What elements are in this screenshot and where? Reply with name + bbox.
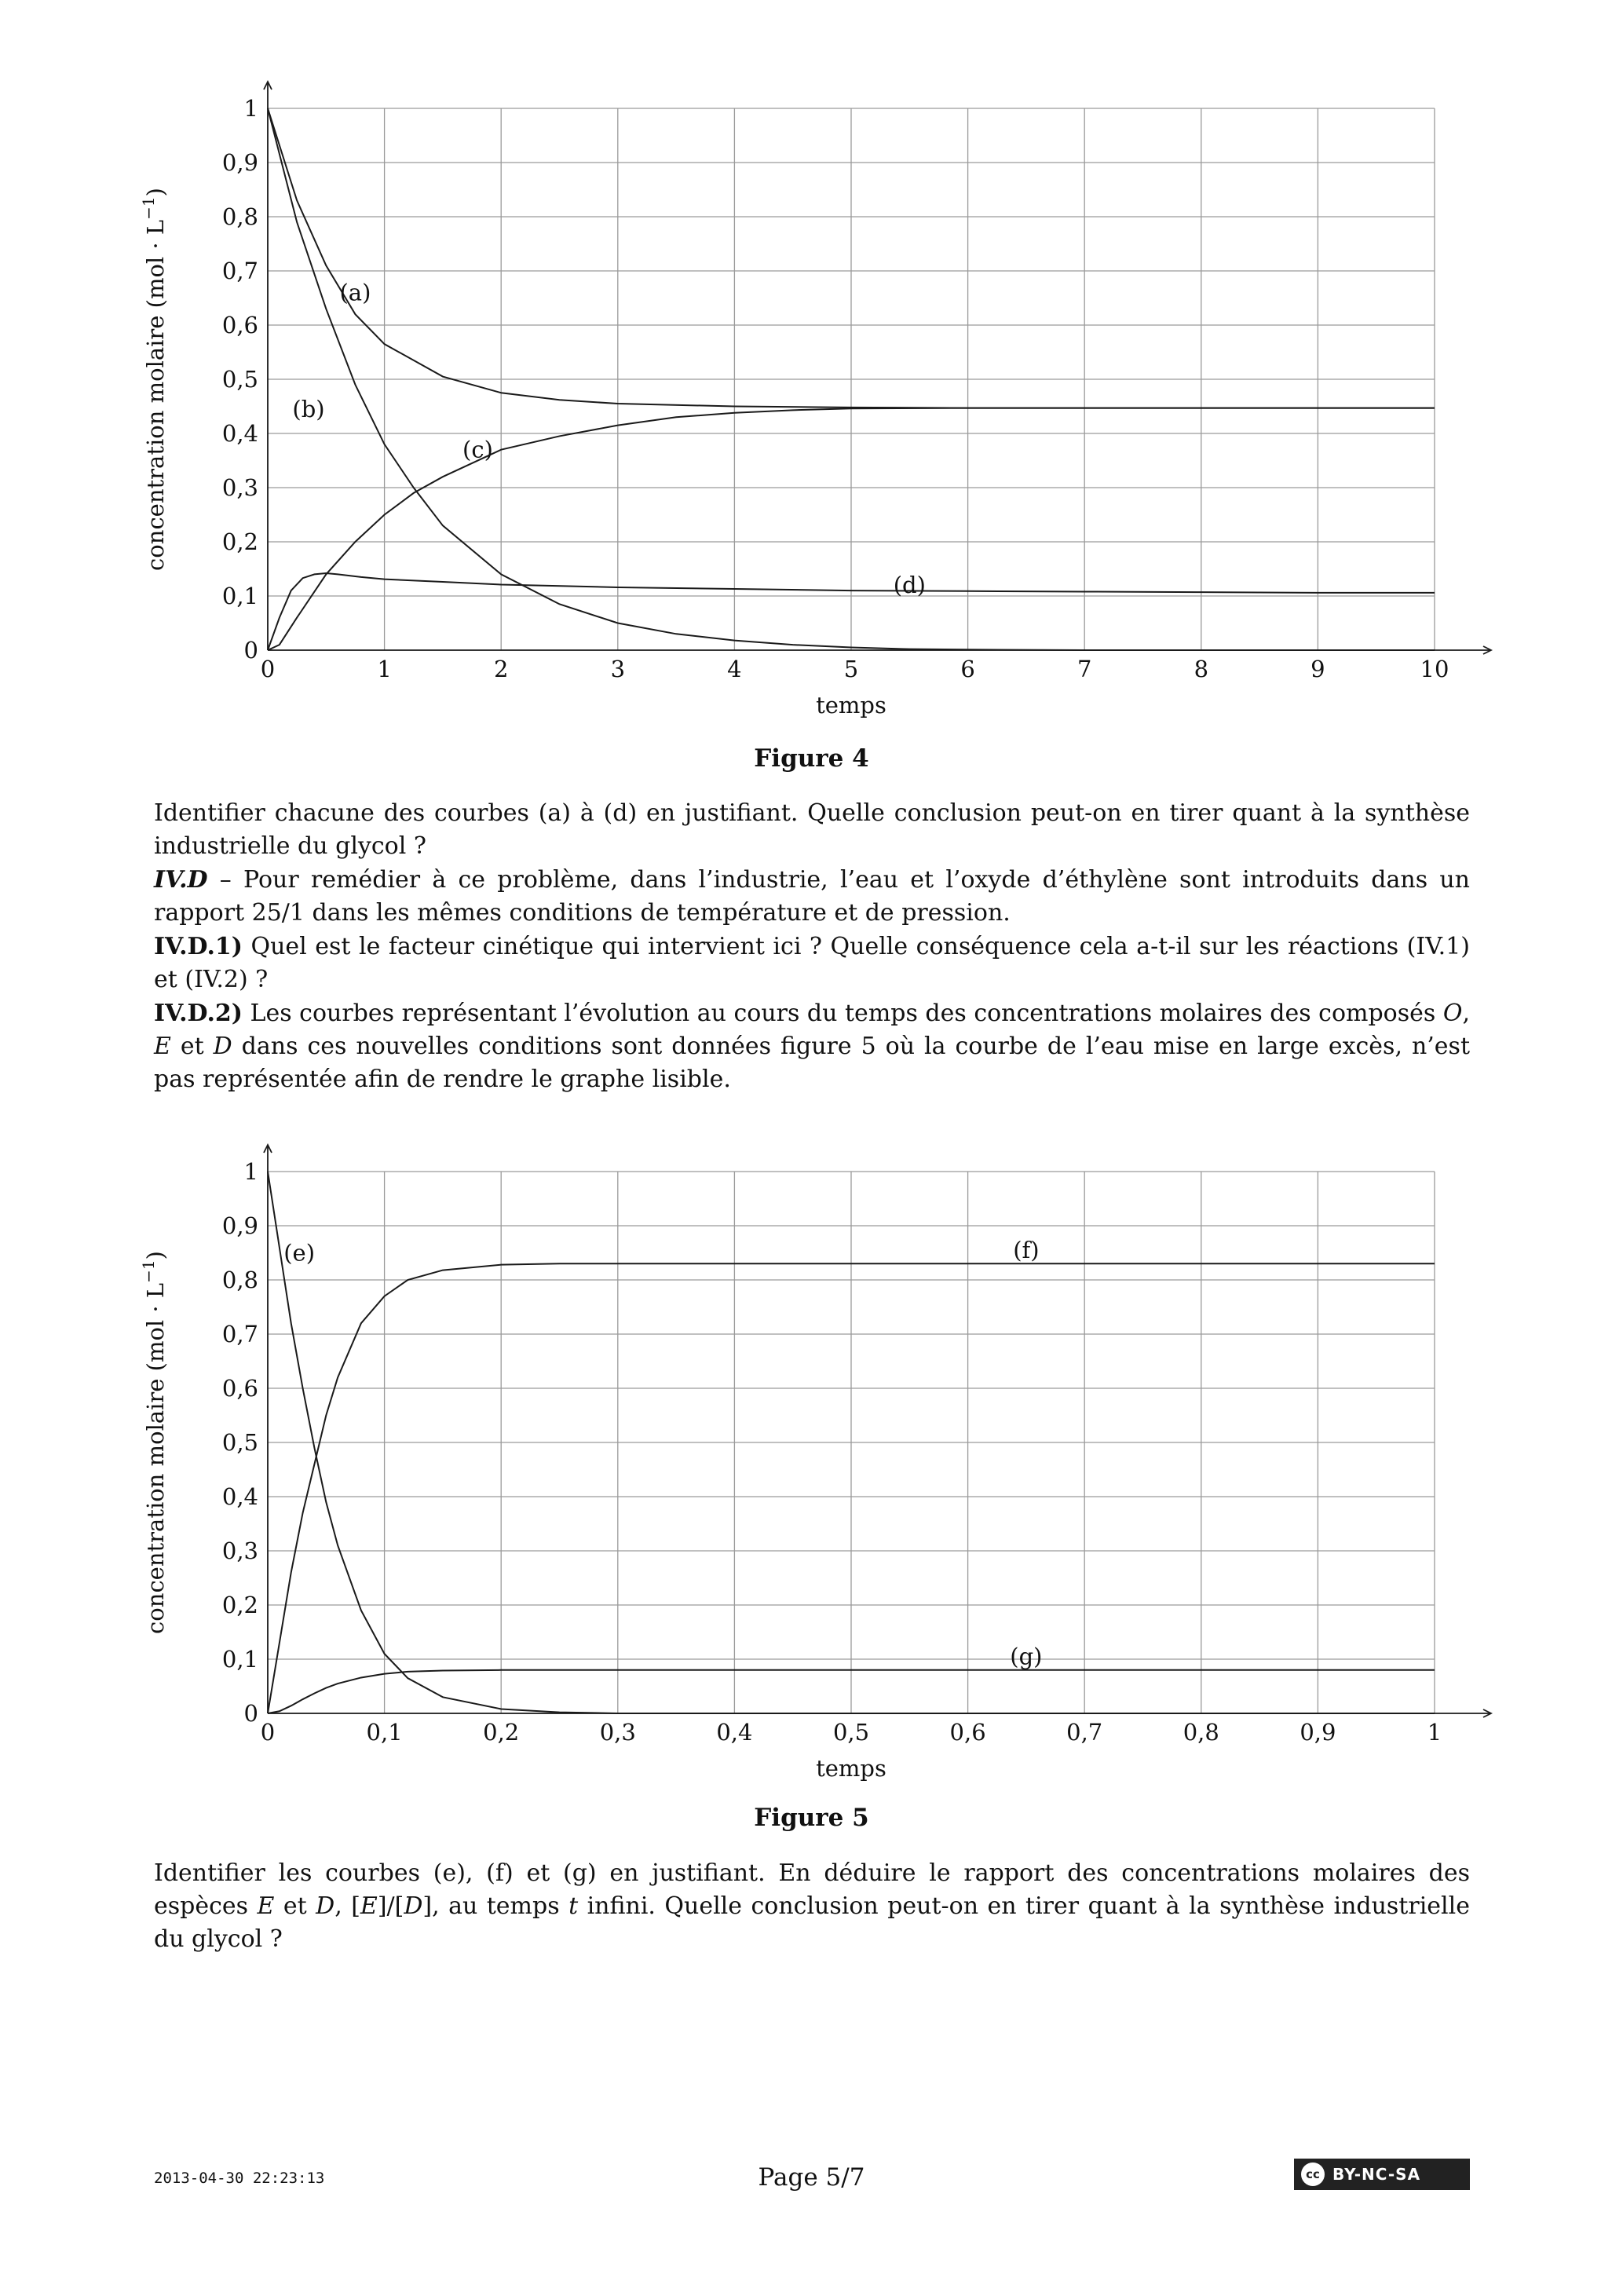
y-tick-label: 1 bbox=[243, 95, 258, 122]
figure-4-caption: Figure 4 bbox=[754, 744, 869, 773]
x-tick-label: 0,9 bbox=[1299, 1719, 1336, 1746]
y-tick-label: 0,2 bbox=[221, 1592, 258, 1618]
curve-label-g: (g) bbox=[1010, 1643, 1043, 1670]
y-tick-label: 0,6 bbox=[221, 312, 258, 338]
license-text: BY-NC-SA bbox=[1332, 2165, 1421, 2184]
q5-text-e: ], au temps bbox=[422, 1892, 569, 1920]
x-tick-label: 5 bbox=[843, 656, 859, 682]
question-iv-d-2 bbox=[154, 997, 1470, 1096]
license-badge bbox=[1294, 2159, 1470, 2190]
curve-label-c: (c) bbox=[462, 436, 493, 463]
section-label-iv-d: IV.D bbox=[154, 866, 208, 894]
page-number: Page 5/7 bbox=[758, 2163, 865, 2192]
x-tick-label: 1 bbox=[377, 656, 392, 682]
figure-5-caption: Figure 5 bbox=[754, 1804, 869, 1832]
y-tick-label: 0,9 bbox=[221, 149, 258, 176]
species-d: D bbox=[213, 1033, 232, 1060]
species-e: E bbox=[154, 1033, 171, 1060]
q5-species-e: E bbox=[257, 1892, 275, 1920]
curve-label-a: (a) bbox=[339, 279, 371, 306]
question-identify-curves-a-d: Identifier chacune des courbes (a) à (d) en justifiant. Quelle conclusion peut-on en tirer quant à la synthèse industrielle du glycol ? bbox=[154, 799, 1470, 860]
x-tick-label: 0,6 bbox=[949, 1719, 986, 1746]
y-tick-label: 0,8 bbox=[221, 1267, 258, 1293]
y-tick-label: 0,7 bbox=[221, 258, 258, 284]
y-axis-title-exponent: −1 bbox=[139, 1260, 158, 1283]
y-tick-label: 0,6 bbox=[221, 1375, 258, 1402]
x-tick-label: 0,4 bbox=[716, 1719, 753, 1746]
y-tick-label: 0,3 bbox=[221, 474, 258, 501]
q5-species-d: D bbox=[316, 1892, 335, 1920]
section-iv-d-text: – Pour remédier à ce problème, dans l’industrie, l’eau et l’oxyde d’éthylène sont introduits dans un rapport 25/1 dans les mêmes conditions de température et de pression. bbox=[154, 866, 1470, 927]
q5-text-a: Identifier les courbes (e), (f) et (g) en justifiant. En déduire le rapport des concentrations molaires des espèces bbox=[154, 1859, 1470, 1920]
question-label-iv-d-2: IV.D.2) bbox=[154, 1000, 243, 1027]
curve-label-b: (b) bbox=[292, 395, 325, 422]
x-tick-label: 6 bbox=[960, 656, 975, 682]
y-tick-label: 0 bbox=[243, 1700, 258, 1727]
question-iv-d-1 bbox=[154, 930, 1470, 996]
x-tick-label: 0 bbox=[260, 1719, 276, 1746]
question-label-iv-d-1: IV.D.1) bbox=[154, 933, 243, 960]
y-tick-label: 0,8 bbox=[221, 203, 258, 230]
y-axis-title-exponent: −1 bbox=[139, 196, 158, 220]
y-tick-label: 0 bbox=[243, 637, 258, 664]
y-axis-title bbox=[139, 1251, 169, 1634]
section-iv-d bbox=[154, 864, 1470, 930]
figure-4-chart bbox=[0, 0, 1623, 718]
y-tick-label: 0,5 bbox=[221, 1429, 258, 1456]
question-iv-d-1-text: Quel est le facteur cinétique qui intervient ici ? Quelle conséquence cela a-t-il sur les réactions (IV.1) et (IV.2) ? bbox=[154, 933, 1470, 993]
y-tick-label: 0,1 bbox=[221, 1646, 258, 1673]
y-tick-label: 0,7 bbox=[221, 1321, 258, 1347]
x-tick-label: 3 bbox=[610, 656, 626, 682]
x-tick-label: 0,8 bbox=[1183, 1719, 1219, 1746]
question-iv-d-2-text-b: , bbox=[1462, 1000, 1470, 1027]
q5-species-e-2: E bbox=[360, 1892, 378, 1920]
y-axis-title-close: ) bbox=[142, 188, 169, 197]
y-tick-label: 0,1 bbox=[221, 583, 258, 609]
y-tick-label: 0,2 bbox=[221, 528, 258, 555]
curve-label-e: (e) bbox=[283, 1239, 316, 1267]
y-tick-label: 0,4 bbox=[221, 1483, 258, 1510]
figure-5-chart bbox=[0, 1131, 1623, 1798]
x-axis-title: temps bbox=[816, 692, 886, 718]
q5-text-b: et bbox=[274, 1892, 316, 1920]
y-axis-title-main: concentration molaire (mol · L bbox=[142, 1282, 169, 1634]
curve-label-f: (f) bbox=[1013, 1237, 1040, 1264]
q5-variable-t: t bbox=[568, 1892, 579, 1920]
x-tick-label: 0,3 bbox=[599, 1719, 636, 1746]
x-tick-label: 4 bbox=[727, 656, 742, 682]
cc-icon: cc bbox=[1301, 2163, 1325, 2186]
x-tick-label: 2 bbox=[493, 656, 509, 682]
x-tick-label: 1 bbox=[1427, 1719, 1442, 1746]
y-tick-label: 0,5 bbox=[221, 366, 258, 393]
species-o: O bbox=[1442, 1000, 1463, 1027]
x-tick-label: 9 bbox=[1310, 656, 1325, 682]
x-tick-label: 0,7 bbox=[1066, 1719, 1103, 1746]
question-identify-curves-e-g bbox=[154, 1857, 1470, 1956]
x-tick-label: 0,1 bbox=[366, 1719, 403, 1746]
x-axis-title: temps bbox=[816, 1755, 886, 1782]
y-tick-label: 1 bbox=[243, 1158, 258, 1185]
curve-label-d: (d) bbox=[893, 572, 926, 599]
grid bbox=[268, 108, 1435, 650]
q5-species-d-2: D bbox=[404, 1892, 423, 1920]
x-tick-label: 8 bbox=[1193, 656, 1209, 682]
y-axis-title-close: ) bbox=[142, 1251, 169, 1260]
x-tick-label: 0,2 bbox=[483, 1719, 520, 1746]
x-tick-label: 0 bbox=[260, 656, 276, 682]
grid bbox=[268, 1172, 1435, 1713]
x-tick-label: 0,5 bbox=[832, 1719, 870, 1746]
question-iv-d-2-text-a: Les courbes représentant l’évolution au cours du temps des concentrations molaires des composés bbox=[242, 1000, 1443, 1027]
question-iv-d-2-text-d: dans ces nouvelles conditions sont données figure 5 où la courbe de l’eau mise en large excès, n’est pas représentée afin de rendre le graphe lisible. bbox=[154, 1033, 1471, 1093]
y-tick-label: 0,9 bbox=[221, 1212, 258, 1239]
q5-text-c: , [ bbox=[334, 1892, 360, 1920]
q5-text-d: ]/[ bbox=[377, 1892, 404, 1920]
y-tick-label: 0,3 bbox=[221, 1537, 258, 1564]
footer-timestamp: 2013-04-30 22:23:13 bbox=[154, 2170, 325, 2187]
q5-text-f: infini. Quelle conclusion peut-on en tirer quant à la synthèse industrielle du glycol ? bbox=[154, 1892, 1470, 1953]
x-tick-label: 7 bbox=[1077, 656, 1092, 682]
y-axis-title bbox=[139, 188, 169, 571]
question-iv-d-2-text-c: et bbox=[170, 1033, 214, 1060]
y-axis-title-main: concentration molaire (mol · L bbox=[142, 219, 169, 571]
y-tick-label: 0,4 bbox=[221, 420, 258, 447]
x-tick-label: 10 bbox=[1420, 656, 1449, 682]
